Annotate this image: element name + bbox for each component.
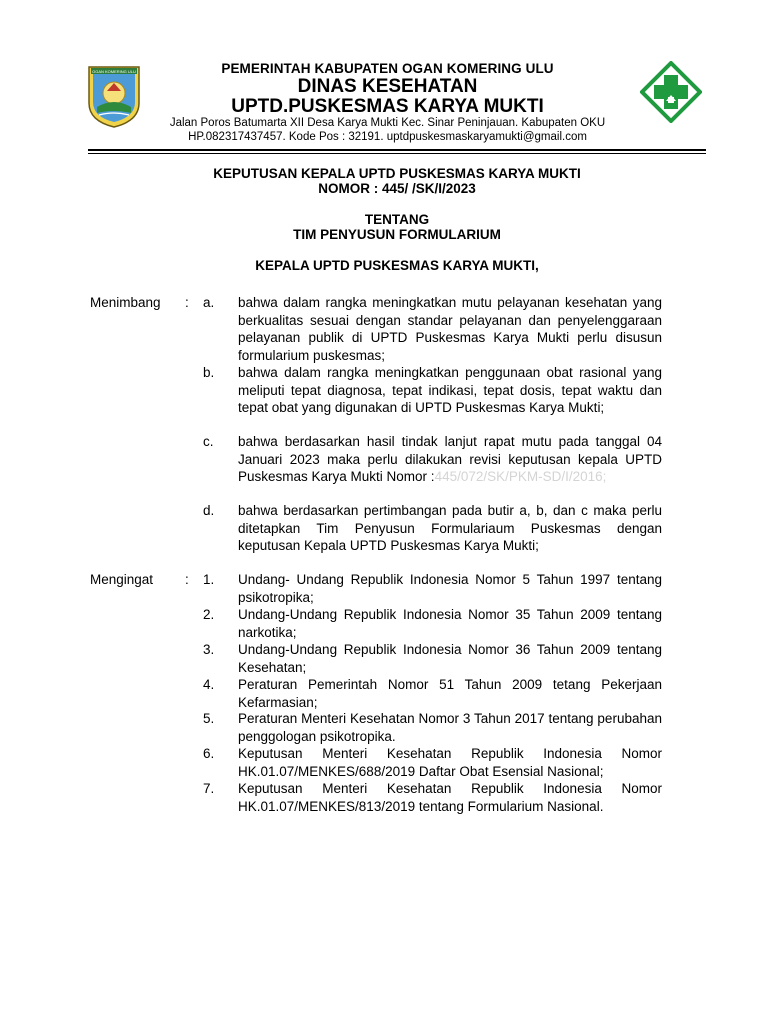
menimbang-item: bahwa dalam rangka meningkatkan penggunaan obat rasional yang meliputi tepat diagnosa, tepat indikasi, tepat dosis, tepat waktu dan tepat obat yang digunakan di UPTD Puskesmas Karya Mukti; [238, 365, 662, 415]
menimbang-item: bahwa berdasarkan pertimbangan pada butir a, b, dan c maka perlu ditetapkan Tim Penyusun Formulariaum Puskesmas dengan keputusan Kepala UPTD Puskesmas Karya Mukti; [238, 503, 662, 553]
menimbang-mark: a. [203, 295, 215, 310]
decree-subject: TIM PENYUSUN FORMULARIUM [293, 227, 501, 242]
menimbang-colon: : [185, 295, 189, 310]
old-decree-number: 445/072/SK/PKM-SD/I/2016; [434, 469, 607, 484]
mengingat-mark: 6. [203, 746, 215, 761]
letterhead-rule-thick [88, 149, 706, 151]
decree-number: NOMOR : 445/ /SK/I/2023 [318, 181, 476, 196]
mengingat-item: Keputusan Menteri Kesehatan Republik Indonesia Nomor HK.01.07/MENKES/813/2019 tentang Formularium Nasional. [238, 781, 662, 814]
mengingat-mark: 7. [203, 781, 215, 796]
mengingat-item: Keputusan Menteri Kesehatan Republik Indonesia Nomor HK.01.07/MENKES/688/2019 Daftar Obat Esensial Nasional; [238, 746, 662, 779]
mengingat-mark: 5. [203, 711, 215, 726]
mengingat-mark: 3. [203, 642, 215, 657]
menimbang-item-text: bahwa berdasarkan hasil tindak lanjut rapat mutu pada tanggal 04 Januari 2023 maka perlu dilakukan revisi keputusan kepala UPTD Puskesmas Karya Mukti Nomor : [238, 434, 662, 484]
mengingat-mark: 1. [203, 572, 215, 587]
tentang-heading: TENTANG [364, 212, 430, 227]
mengingat-item: Undang- Undang Republik Indonesia Nomor 5 Tahun 1997 tentang psikotropika; [238, 572, 662, 605]
mengingat-mark: 4. [203, 677, 215, 692]
letterhead-institution: UPTD.PUSKESMAS KARYA MUKTI [231, 96, 544, 117]
mengingat-item: Undang-Undang Republik Indonesia Nomor 35 Tahun 2009 tentang narkotika; [238, 607, 662, 640]
mengingat-colon: : [185, 572, 189, 587]
mengingat-label: Mengingat [90, 572, 154, 587]
letterhead-rule-thin [88, 153, 706, 154]
menimbang-mark: b. [203, 365, 215, 380]
regency-emblem-logo [85, 63, 143, 129]
mengingat-mark: 2. [203, 607, 215, 622]
mengingat-item: Undang-Undang Republik Indonesia Nomor 36 Tahun 2009 tentang Kesehatan; [238, 642, 662, 675]
mengingat-item: Peraturan Pemerintah Nomor 51 Tahun 2009 tetang Pekerjaan Kefarmasian; [238, 677, 662, 710]
decree-issuer: KEPALA UPTD PUSKESMAS KARYA MUKTI, [255, 258, 539, 273]
mengingat-item: Peraturan Menteri Kesehatan Nomor 3 Tahun 2017 tentang perubahan penggologan psikotropika. [238, 711, 662, 744]
menimbang-item: bahwa dalam rangka meningkatkan mutu pelayanan kesehatan yang berkualitas sesuai dengan standar pelayanan dan penyelenggaraan pelayanan publik di UPTD Puskesmas Karya Mukti perlu disusun formularium puskesmas; [238, 295, 662, 363]
letterhead-address: Jalan Poros Batumarta XII Desa Karya Mukti Kec. Sinar Peninjauan. Kabupaten OKU [169, 117, 606, 129]
menimbang-mark: d. [203, 503, 215, 518]
letterhead-agency: DINAS KESEHATAN [297, 76, 478, 97]
decree-title: KEPUTUSAN KEPALA UPTD PUSKESMAS KARYA MUKTI [213, 166, 581, 181]
letterhead-contact: HP.082317437457. Kode Pos : 32191. uptdpuskesmaskaryamukti@gmail.com [188, 131, 587, 143]
menimbang-mark: c. [203, 434, 214, 449]
emblem-text: OGAN KOMERING ULU [92, 69, 136, 74]
letterhead-government: PEMERINTAH KABUPATEN OGAN KOMERING ULU [221, 61, 554, 76]
menimbang-label: Menimbang [90, 295, 161, 310]
puskesmas-logo [640, 61, 702, 123]
menimbang-item [238, 433, 662, 486]
